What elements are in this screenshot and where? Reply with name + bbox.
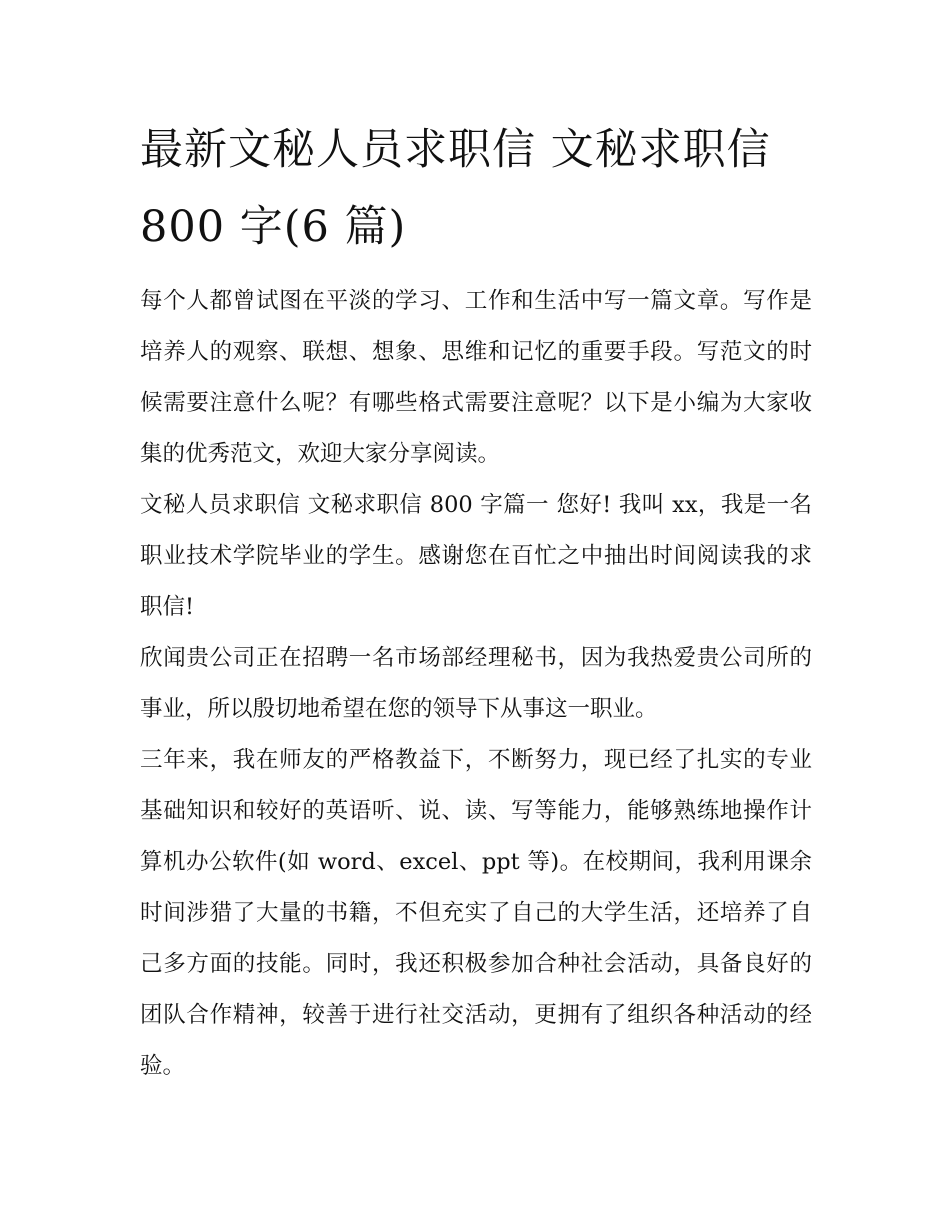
document-title: 最新文秘人员求职信 文秘求职信 800 字(6 篇)	[140, 125, 771, 252]
paragraph-greeting: 文秘人员求职信 文秘求职信 800 字篇一 您好! 我叫 xx，我是一名职业技术学院毕业的学生。感谢您在百忙之中抽出时间阅读我的求职信!	[140, 492, 812, 620]
paragraph-intro: 每个人都曾试图在平淡的学习、工作和生活中写一篇文章。写作是培养人的观察、联想、想象、思维和记忆的重要手段。写范文的时候需要注意什么呢？有哪些格式需要注意呢？以下是小编为大家收集的优秀范文，欢迎大家分享阅读。	[140, 288, 812, 467]
paragraph-experience: 三年来，我在师友的严格教益下，不断努力，现已经了扎实的专业基础知识和较好的英语听、说、读、写等能力，能够熟练地操作计算机办公软件(如 word、excel、ppt 等)。在校期间，我利用课余时间涉猎了大量的书籍，不但充实了自己的大学生活，还培养了自己多方面的技能。同时，我还积极参加合种社会活动，具备良好的团队合作精神，较善于进行社交活动，更拥有了组织各种活动的经验。	[140, 747, 812, 1079]
document-body	[140, 112, 812, 1092]
paragraph-position: 欣闻贵公司正在招聘一名市场部经理秘书，因为我热爱贵公司所的事业，所以殷切地希望在您的领导下从事这一职业。	[140, 645, 812, 722]
